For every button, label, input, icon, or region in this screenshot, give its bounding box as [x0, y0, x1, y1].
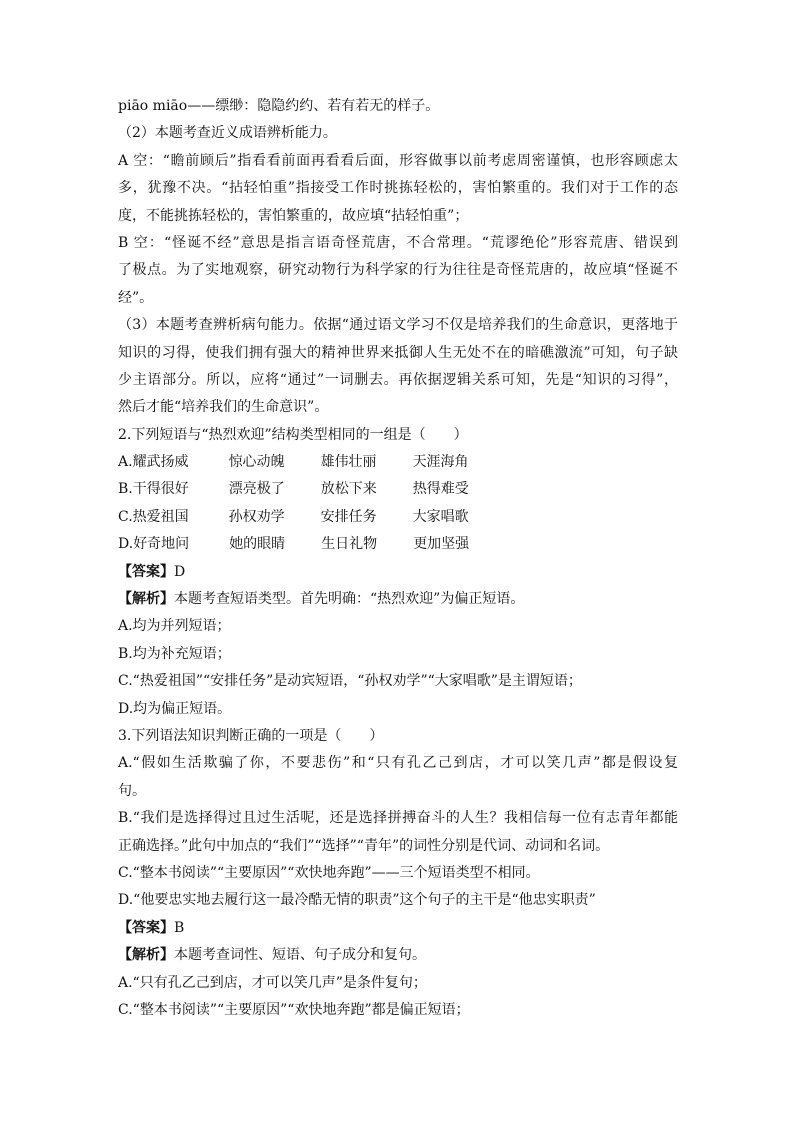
answer-tag: 【答案】	[118, 563, 174, 580]
option-item: 更加坚强	[413, 536, 470, 553]
analysis-tag: 【解析】	[118, 591, 174, 608]
option-item: 好奇地问	[133, 536, 190, 553]
text-line: 然后才能“培养我们的生命意识”。	[118, 399, 329, 416]
text-line: B.“我们是选择得过且过生活呢，还是选择拼搏奋斗的人生？我相信每一位有志青年都能	[118, 810, 678, 827]
option-row-c	[118, 504, 678, 531]
text-line: 句。	[118, 782, 146, 799]
option-label: D.	[118, 536, 134, 553]
text-line: C.“整本书阅读”“主要原因”“欢快地奔跑”——三个短语类型不相同。	[118, 864, 540, 881]
text-line: D.“他要忠实地去履行这一最冷酷无情的职责”这个句子的主干是“他忠实职责”	[118, 892, 596, 909]
document-body	[118, 93, 678, 1024]
explain-line: C.“整本书阅读”“主要原因”“欢快地奔跑”都是偏正短语；	[118, 1001, 470, 1018]
option-label: A.	[118, 454, 133, 471]
explain-line: B.均为补充短语；	[118, 645, 231, 662]
option-item: 热爱祖国	[132, 508, 189, 525]
text-line: 经”。	[118, 289, 154, 306]
analysis-line	[118, 942, 678, 969]
text-line: （2）本题考查近义成语辨析能力。	[118, 125, 337, 142]
option-label: B.	[118, 481, 133, 498]
option-row-b	[118, 476, 678, 503]
explain-line: A.“只有孔乙己到店，才可以笑几声”是条件复句；	[118, 974, 427, 991]
text-line: 度，不能挑拣轻松的，害怕繁重的，故应填“拈轻怕重”；	[118, 207, 469, 224]
option-row-a	[118, 449, 678, 476]
option-item: 漂亮极了	[228, 481, 285, 498]
option-item: 雄伟壮丽	[320, 454, 377, 471]
option-item: 干得很好	[132, 481, 189, 498]
option-item: 惊心动魄	[228, 454, 285, 471]
analysis-line	[118, 586, 678, 613]
option-item: 安排任务	[320, 508, 377, 525]
text-line: A 空：“瞻前顾后”指看看前面再看看后面，形容做事以前考虑周密谨慎，也形容顾虑太	[118, 152, 678, 169]
option-item: 热得难受	[412, 481, 469, 498]
analysis-text: 本题考查短语类型。首先明确：“热烈欢迎”为偏正短语。	[174, 591, 525, 608]
option-item: 她的眼睛	[229, 536, 286, 553]
answer-line	[118, 915, 678, 942]
text-line: 多，犹豫不决。“拈轻怕重”指接受工作时挑拣轻松的，害怕繁重的。我们对于工作的态	[118, 180, 678, 197]
analysis-text: 本题考查词性、短语、句子成分和复句。	[174, 947, 426, 964]
question-2-stem: 2.下列短语与“热烈欢迎”结构类型相同的一组是（ ）	[118, 426, 468, 443]
answer-line	[118, 559, 678, 586]
text-line: 了极点。为了实地观察，研究动物行为科学家的行为往往是奇怪荒唐的，故应填“怪诞不	[118, 262, 678, 279]
text-line: piāo miāo——缥缈：隐隐约约、若有若无的样子。	[118, 98, 440, 114]
explain-line: D.均为偏正短语。	[118, 700, 232, 717]
question-3-stem: 3.下列语法知识判断正确的一项是（ ）	[118, 727, 384, 744]
option-item: 生日礼物	[321, 536, 378, 553]
text-line: B 空：“怪诞不经”意思是指言语奇怪荒唐，不合常理。“荒谬绝伦”形容荒唐、错误到	[118, 234, 678, 251]
explain-line: A.均为并列短语；	[118, 618, 231, 635]
option-item: 天涯海角	[412, 454, 469, 471]
option-item: 大家唱歌	[412, 508, 469, 525]
option-item: 放松下来	[320, 481, 377, 498]
option-label: C.	[118, 508, 133, 525]
option-item: 耀武扬威	[132, 454, 189, 471]
answer-tag: 【答案】	[118, 919, 174, 936]
analysis-tag: 【解析】	[118, 947, 174, 964]
text-line: 知识的习得，使我们拥有强大的精神世界来抵御人生无处不在的暗礁激流”可知，句子缺	[118, 344, 678, 361]
option-item: 孙权劝学	[228, 508, 285, 525]
option-row-d	[118, 531, 678, 558]
text-line: （3）本题考查辨析病句能力。依据“通过语文学习不仅是培养我们的生命意识，更落地于	[118, 317, 678, 334]
answer-value: B	[174, 919, 185, 936]
explain-line: C.“热爱祖国”“安排任务”是动宾短语，“孙权劝学”“大家唱歌”是主谓短语；	[118, 673, 582, 690]
answer-value: D	[174, 563, 186, 580]
text-line: A.“假如生活欺骗了你，不要悲伤”和“只有孔乙己到店，才可以笑几声”都是假设复	[118, 755, 678, 772]
text-line: 正确选择。”此句中加点的“我们”“选择”“青年”的词性分别是代词、动词和名词。	[118, 837, 610, 854]
text-line: 少主语部分。所以，应将“通过”一词删去。再依据逻辑关系可知，先是“知识的习得”，	[118, 371, 678, 388]
